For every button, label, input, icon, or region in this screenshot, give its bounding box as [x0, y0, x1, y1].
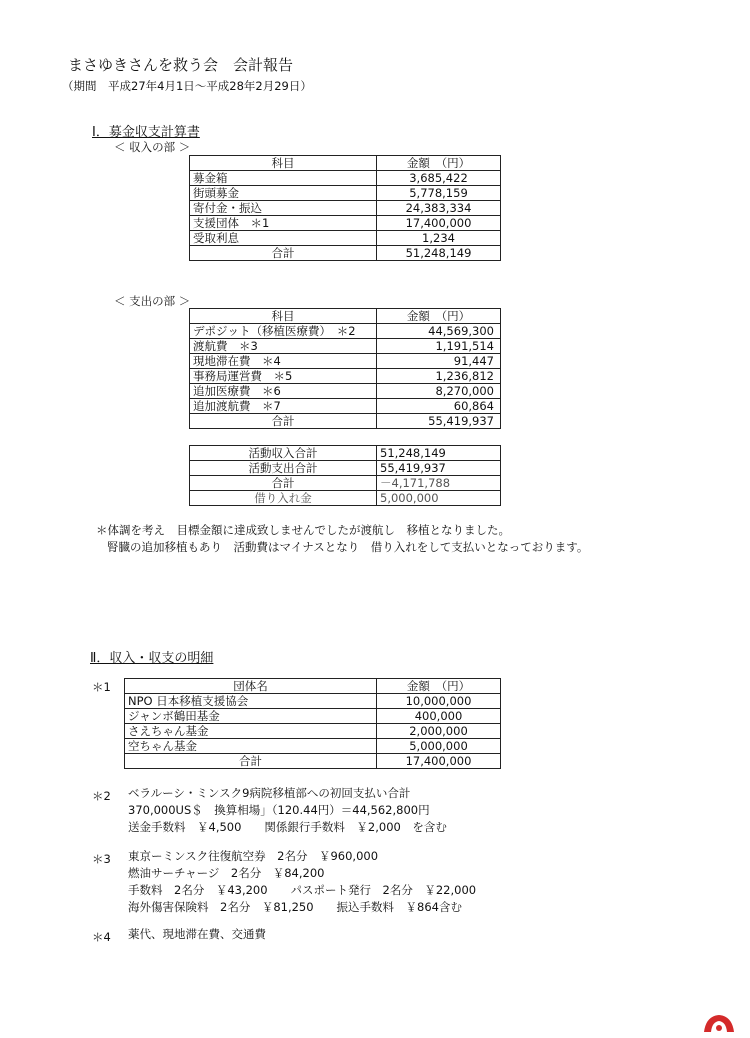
income-item: 支援団体 ＊1 [190, 216, 377, 231]
table-row [190, 186, 501, 201]
expense-item: デポジット（移植医療費） ＊2 [190, 324, 377, 339]
income-amount: 3,685,422 [377, 171, 501, 186]
table-row [190, 216, 501, 231]
organization-table [124, 678, 501, 769]
income-amount: 5,778,159 [377, 186, 501, 201]
table-row [190, 354, 501, 369]
note3-line-2: 燃油サーチャージ 2名分 ￥84,200 [128, 866, 325, 880]
table-total-row [125, 754, 501, 769]
table-row [190, 384, 501, 399]
expense-item: 渡航費 ＊3 [190, 339, 377, 354]
table-header-row [125, 679, 501, 694]
col-amount-header: 金額 （円） [377, 156, 501, 171]
table-row [190, 339, 501, 354]
note2-line-2: 370,000US＄ 換算相場」（120.44円）＝44,562,800円 [128, 803, 430, 817]
table-total-row [190, 414, 501, 429]
expense-total-label: 合計 [190, 414, 377, 429]
summary-amount: 55,419,937 [377, 461, 501, 476]
income-item: 募金箱 [190, 171, 377, 186]
income-item: 受取利息 [190, 231, 377, 246]
expense-amount: 1,191,514 [377, 339, 501, 354]
org-name: さえちゃん基金 [125, 724, 377, 739]
summary-item: 活動支出合計 [190, 461, 377, 476]
table-row [125, 694, 501, 709]
report-period: （期間 平成27年4月1日～平成28年2月29日） [62, 79, 312, 93]
table-row [190, 324, 501, 339]
note-line-1: ＊体調を考え 目標金額に達成致しませんでしたが渡航し 移植となりました。 [96, 523, 510, 537]
summary-item: 合計 [190, 476, 377, 491]
org-total-amount: 17,400,000 [377, 754, 501, 769]
expense-total-amount: 55,419,937 [377, 414, 501, 429]
note2-line-3: 送金手数料 ￥4,500 関係銀行手数料 ￥2,000 を含む [128, 820, 447, 834]
expense-table [189, 308, 501, 429]
table-total-row [190, 246, 501, 261]
table-row [190, 369, 501, 384]
note3-line-4: 海外傷害保険料 2名分 ￥81,250 振込手数料 ￥864含む [128, 900, 463, 914]
section2-heading: Ⅱ．収入・収支の明細 [90, 651, 214, 666]
summary-table [189, 445, 501, 506]
note2-line-1: ベラルーシ・ミンスク9病院移植部への初回支払い合計 [128, 786, 411, 800]
org-name: 空ちゃん基金 [125, 739, 377, 754]
col-item-header: 科目 [190, 156, 377, 171]
table-row [190, 399, 501, 414]
income-label: ＜ 収入の部 ＞ [114, 140, 191, 154]
red-stamp-icon [702, 1010, 736, 1032]
income-item: 街頭募金 [190, 186, 377, 201]
org-name: ジャンボ鶴田基金 [125, 709, 377, 724]
expense-amount: 60,864 [377, 399, 501, 414]
expense-amount: 91,447 [377, 354, 501, 369]
note4-line-1: 薬代、現地滞在費、交通費 [128, 927, 266, 941]
section1-heading: Ⅰ．募金収支計算書 [92, 125, 200, 140]
summary-item: 活動収入合計 [190, 446, 377, 461]
summary-amount: －4,171,788 [377, 476, 501, 491]
income-total-amount: 51,248,149 [377, 246, 501, 261]
expense-item: 追加渡航費 ＊7 [190, 399, 377, 414]
summary-amount: 51,248,149 [377, 446, 501, 461]
note3-line-1: 東京ーミンスク往復航空券 2名分 ￥960,000 [128, 849, 379, 863]
summary-item: 借り入れ金 [190, 491, 377, 506]
page-title: まさゆきさんを救う会 会計報告 [68, 56, 294, 74]
expense-item: 追加医療費 ＊6 [190, 384, 377, 399]
expense-item: 事務局運営費 ＊5 [190, 369, 377, 384]
table-header-row [190, 156, 501, 171]
expense-item: 現地滞在費 ＊4 [190, 354, 377, 369]
income-amount: 17,400,000 [377, 216, 501, 231]
table-row [190, 201, 501, 216]
expense-amount: 1,236,812 [377, 369, 501, 384]
income-amount: 1,234 [377, 231, 501, 246]
org-amount: 10,000,000 [377, 694, 501, 709]
org-total-label: 合計 [125, 754, 377, 769]
note-mark-1: ＊1 [92, 680, 111, 694]
table-row [190, 476, 501, 491]
note-line-2: 腎臓の追加移植もあり 活動費はマイナスとなり 借り入れをして支払いとなっております。 [107, 540, 589, 554]
note-mark-4: ＊4 [92, 930, 111, 944]
org-name: NPO 日本移植支援協会 [125, 694, 377, 709]
table-row [125, 709, 501, 724]
expense-amount: 44,569,300 [377, 324, 501, 339]
org-amount: 5,000,000 [377, 739, 501, 754]
org-amount: 2,000,000 [377, 724, 501, 739]
table-row [125, 724, 501, 739]
income-item: 寄付金・振込 [190, 201, 377, 216]
expense-label: ＜ 支出の部 ＞ [114, 294, 191, 308]
table-row [125, 739, 501, 754]
table-row [190, 231, 501, 246]
note3-line-3: 手数料 2名分 ￥43,200 パスポート発行 2名分 ￥22,000 [128, 883, 477, 897]
col-name-header: 団体名 [125, 679, 377, 694]
summary-amount: 5,000,000 [377, 491, 501, 506]
col-amount-header: 金額 （円） [377, 309, 501, 324]
col-item-header: 科目 [190, 309, 377, 324]
income-table [189, 155, 501, 261]
org-amount: 400,000 [377, 709, 501, 724]
income-amount: 24,383,334 [377, 201, 501, 216]
table-row [190, 491, 501, 506]
table-row [190, 461, 501, 476]
table-row [190, 171, 501, 186]
expense-amount: 8,270,000 [377, 384, 501, 399]
income-total-label: 合計 [190, 246, 377, 261]
col-amount-header: 金額 （円） [377, 679, 501, 694]
table-header-row [190, 309, 501, 324]
note-mark-2: ＊2 [92, 789, 111, 803]
note-mark-3: ＊3 [92, 852, 111, 866]
table-row [190, 446, 501, 461]
